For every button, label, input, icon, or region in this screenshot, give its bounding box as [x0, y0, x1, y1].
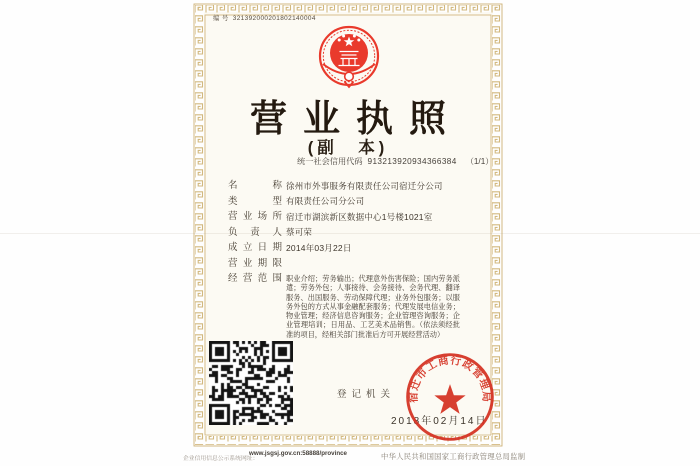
- field-row-name: [228, 179, 460, 195]
- field-label: 营业场所: [228, 211, 282, 222]
- serial-number-line: [213, 13, 316, 22]
- field-label: 营业期限: [228, 257, 282, 269]
- field-value: 蔡可荣: [286, 227, 313, 237]
- field-label: 名称: [228, 180, 282, 191]
- national-emblem-icon: [317, 24, 381, 92]
- field-value: 职业介绍；劳务输出；代理意外伤害保险；国内劳务派遣；劳务外包；人事接待、会务接待、会务代理、翻译服务、出国服务、劳动保障代理；业务外包服务；以服务外包的方式从事金融配套服务；代理发展电信业务；物业管理；经济信息咨询服务；企业管理咨询服务；企业管理培训；日用品、工艺美术品销售。（依法须经批准的项目，经相关部门批准后方可开展经营活动）: [286, 274, 460, 339]
- field-label: 经营范围: [228, 273, 282, 284]
- field-label: 类型: [228, 195, 282, 207]
- footer-issuer-label: 中华人民共和国国家工商行政管理总局监制: [381, 452, 526, 461]
- seal-text: 宿迁市工商行政管理局: [407, 354, 493, 403]
- field-row-type: [228, 195, 460, 211]
- field-label: 成立日期: [228, 242, 282, 253]
- license-subtitle: (副 本): [307, 139, 389, 157]
- credit-code-value: 913213920934366384: [367, 157, 457, 166]
- license-title: 营业执照: [250, 98, 462, 139]
- field-row-establish-date: [228, 241, 460, 257]
- field-row-business-scope: [228, 272, 460, 339]
- field-value: 宿迁市湖滨新区数据中心1号楼1021室: [286, 211, 433, 222]
- serial-number: 321392000201802140004: [232, 15, 316, 22]
- credit-code-label: 统一社会信用代码: [297, 157, 363, 166]
- footer-publicity-url: www.jsgsj.gov.cn:58888/province: [249, 450, 348, 457]
- field-value: 2014年03月22日: [286, 242, 352, 253]
- footer-publicity-label: 企业信用信息公示系统网址：: [183, 456, 259, 462]
- field-row-person-in-charge: [228, 226, 460, 242]
- registrar-label: 登记机关: [337, 389, 396, 400]
- qr-code: [209, 341, 293, 425]
- field-row-business-term: [228, 257, 460, 273]
- credit-code-line: [297, 156, 493, 167]
- field-value: 有限责任公司分公司: [286, 196, 365, 206]
- serial-label: 编 号: [213, 15, 229, 22]
- license-fields: [228, 179, 460, 339]
- field-label: 负责人: [228, 226, 282, 238]
- registrar-seal: [404, 351, 496, 443]
- field-value: 徐州市外事服务有限责任公司宿迁分公司: [286, 180, 443, 191]
- issue-date: 2018年02月14日: [391, 416, 488, 427]
- page-indicator: （1/1）: [465, 157, 494, 166]
- field-row-premises: [228, 210, 460, 226]
